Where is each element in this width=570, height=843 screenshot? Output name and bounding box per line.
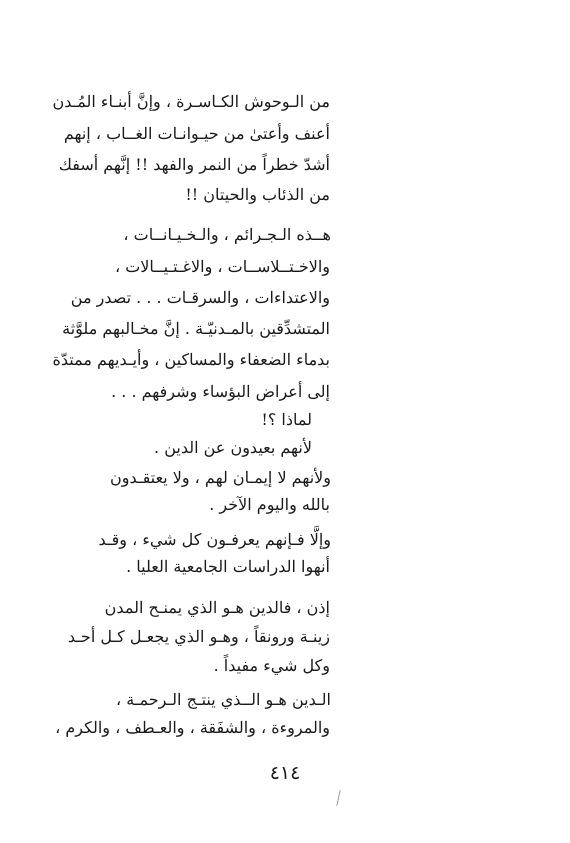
text-line: والاخـتــلاســات ، والاغـتـيــالات ، bbox=[114, 257, 330, 276]
text-line: زينـة ورونقاً ، وهـو الذي يجعـل كـل أحـد bbox=[67, 627, 330, 646]
text-line: بدماء الضعفاء والمساكين ، وأيـديهم ممتدّة bbox=[52, 350, 330, 369]
text-line: وكل شيء مفيداً . bbox=[213, 656, 330, 675]
text-line: أعنف وأعتىٰ من حيـوانـات الغــاب ، إنهم bbox=[63, 124, 330, 143]
text-line: أنهوا الدراسات الجامعية العليا . bbox=[126, 557, 330, 576]
page-number: ٤١٤ bbox=[269, 762, 301, 784]
pencil-mark bbox=[336, 790, 340, 806]
text-line: أشدّ خطراً من النمر والفهد !! إنَّهم أسفك bbox=[58, 155, 330, 174]
text-line: لماذا ؟! bbox=[261, 410, 312, 429]
text-line: والمروءة ، والشفَقة ، والعـطف ، والكرم ، bbox=[55, 718, 330, 737]
text-line: إلى أعراض البؤساء وشرفهم . . . bbox=[111, 382, 330, 401]
text-line: بالله واليوم الآخر . bbox=[209, 495, 330, 514]
text-line: إذن ، فالدين هـو الذي يمنـح المدن bbox=[104, 598, 330, 617]
text-line: لأنهم بعيدون عن الدين . bbox=[154, 438, 312, 457]
text-line: من الذئاب والحيتان !! bbox=[185, 185, 330, 204]
book-page: من الـوحوش الكـاسـرة ، وإنَّ أبنـاء المُـدن أعنف وأعتىٰ من حيـوانـات الغــاب ، إنهم أشدّ خطراً من النمر والفهد !! إنَّهم أسفك من الذئاب والحيتان !! هــذه الـجـرائم ، والـخـيـانــات ، والاخـتــلاســات ، والاغـتـيــالات ، والاعتداءات ، والسرقـات . . . تصدر من المتشدِّقين بالمـدنيّـة . إنَّ مخـالبهم ملوَّثة بدماء الضعفاء والمساكين ، وأيـديهم ممتدّة إلى أعراض البؤساء وشرفهم . . . لماذا ؟! لأنهم بعيدون عن الدين . ولأنهم لا إيمـان لهم ، ولا يعتقـدون بالله واليوم الآخر . وإلَّا فـإنهم يعرفـون كل شيء ، وقـد أنهوا الدراسات الجامعية العليا . إذن ، فالدين هـو الذي يمنـح المدن زينـة ورونقاً ، وهـو الذي يجعـل كـل أحـد وكل شيء مفيداً . الـدين هـو الــذي ينتـج الـرحمـة ، والمروءة ، والشفَقة ، والعـطف ، والكرم ، ٤١٤ bbox=[0, 0, 570, 843]
text-line: من الـوحوش الكـاسـرة ، وإنَّ أبنـاء المُـدن bbox=[52, 92, 330, 111]
text-line: والاعتداءات ، والسرقـات . . . تصدر من bbox=[70, 288, 330, 307]
text-line: المتشدِّقين بالمـدنيّـة . إنَّ مخـالبهم ملوَّثة bbox=[62, 319, 330, 338]
